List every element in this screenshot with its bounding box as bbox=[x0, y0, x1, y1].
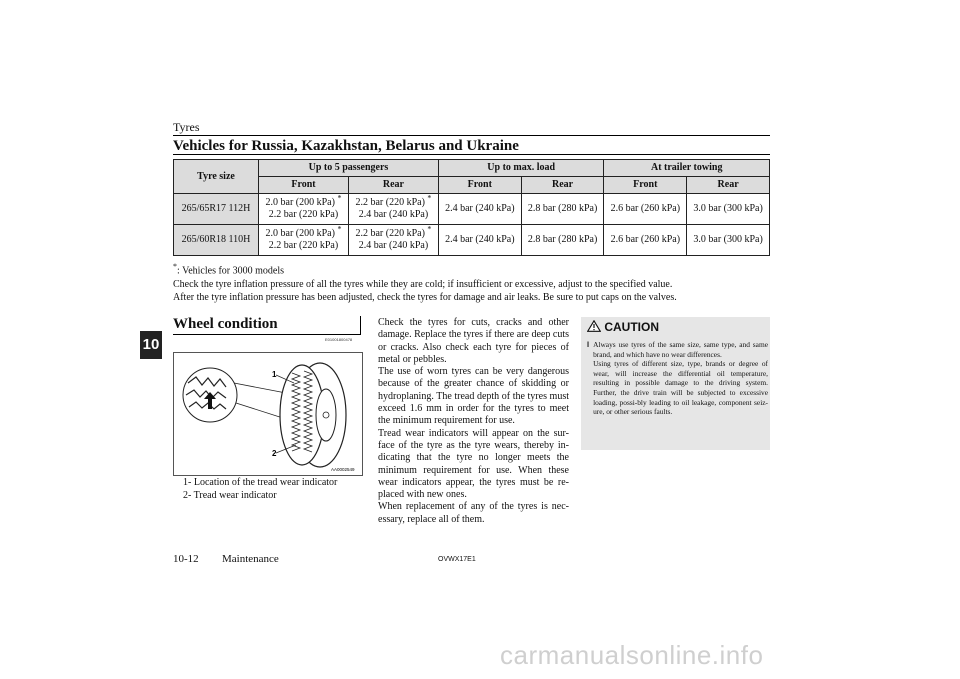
caution-line: Always use tyres of the same size, same type, and same brand, and which have no wear differences. bbox=[593, 340, 768, 359]
tyre-size-header: Tyre size bbox=[174, 160, 259, 194]
pressure-cell: 3.0 bar (300 kPa) bbox=[687, 194, 770, 225]
paragraph: Check the tyre inflation pressure of all the tyres while they are cold; if insufficient or excessive, adjust to the specified value. bbox=[173, 279, 673, 290]
wheel-condition-heading: Wheel condition bbox=[173, 316, 278, 332]
heading-rule bbox=[173, 154, 770, 155]
table-row bbox=[174, 225, 770, 256]
paragraph: The use of worn tyres can be very dangerous because of the greater chance of skidding or hydroplaning. The tread depth of the tyres must exceed 1.6 mm in order for the tyres to meet the minimum requirement for use. bbox=[378, 366, 569, 427]
table-row bbox=[174, 194, 770, 225]
paragraph: After the tyre inflation pressure has been adjusted, check the tyres for damage and air leaks. Be sure to put caps on the valves. bbox=[173, 292, 677, 303]
watermark: carmanualsonline.info bbox=[500, 640, 764, 670]
section-code: E01001800478 bbox=[325, 337, 353, 342]
bullet-icon: l bbox=[587, 340, 590, 349]
top-rule bbox=[173, 135, 770, 136]
group-header-5-passengers: Up to 5 passengers bbox=[259, 160, 439, 177]
paragraph: Tread wear indicators will appear on the sur-face of the tyre as the tyre wears, thereby in-dicating that the tyre no longer meets the minimum requirement for use. When these wear indicators appear, the tyres must be re-placed with new ones. bbox=[378, 427, 569, 501]
tyre-size-cell: 265/60R18 110H bbox=[174, 225, 259, 256]
page-number: 10-12 bbox=[173, 553, 199, 565]
sub-header-rear: Rear bbox=[348, 177, 438, 194]
tyre-pressure-table bbox=[173, 159, 770, 256]
pressure-cell: 2.4 bar (240 kPa) bbox=[438, 225, 521, 256]
footnote: *: Vehicles for 3000 models bbox=[173, 262, 285, 277]
pressure-cell: 2.6 bar (260 kPa) bbox=[604, 194, 687, 225]
wheel-condition-text bbox=[378, 317, 569, 526]
pressure-cell: 2.2 bar (220 kPa) * 2.4 bar (240 kPa) bbox=[348, 194, 438, 225]
caption-item: 2- Tread wear indicator bbox=[183, 490, 277, 501]
paragraph: When replacement of any of the tyres is nec-essary, replace all of them. bbox=[378, 501, 569, 525]
caution-line: Using tyres of different size, type, brands or degree of wear, will increase the differential oil temperature, resulting in possible damage to the driving system. Further, the drive train will be subjected to excessive loading, possi-bly leading to oil leakage, component seiz-ure, or other serious faults. bbox=[593, 359, 768, 417]
sub-header-front: Front bbox=[259, 177, 349, 194]
pressure-cell: 2.0 bar (200 kPa) * 2.2 bar (220 kPa) bbox=[259, 194, 349, 225]
pressure-cell: 2.4 bar (240 kPa) bbox=[438, 194, 521, 225]
pressure-cell: 2.8 bar (280 kPa) bbox=[521, 225, 604, 256]
paragraph: Check the tyres for cuts, cracks and other damage. Replace the tyres if there are deep cuts or cracks. Also check each tyre for pieces of metal or pebbles. bbox=[378, 317, 569, 365]
pressure-cell: 2.0 bar (200 kPa) * 2.2 bar (220 kPa) bbox=[259, 225, 349, 256]
caution-text bbox=[587, 340, 768, 417]
group-header-max-load: Up to max. load bbox=[438, 160, 604, 177]
sub-header-rear: Rear bbox=[521, 177, 604, 194]
pressure-cell: 2.8 bar (280 kPa) bbox=[521, 194, 604, 225]
callout-2: 2 bbox=[272, 449, 277, 458]
caption-list bbox=[183, 476, 337, 502]
tyre-illustration bbox=[173, 352, 363, 476]
callout-1: 1 bbox=[272, 370, 277, 379]
pressure-cell: 2.6 bar (260 kPa) bbox=[604, 225, 687, 256]
document-code: OVWX17E1 bbox=[438, 556, 476, 563]
pressure-cell: 3.0 bar (300 kPa) bbox=[687, 225, 770, 256]
sub-header-front: Front bbox=[438, 177, 521, 194]
chapter-tab: 10 bbox=[140, 331, 162, 359]
sub-header-rear: Rear bbox=[687, 177, 770, 194]
caption-item: 1- Location of the tread wear indicator bbox=[183, 477, 338, 488]
section-label: Tyres bbox=[173, 120, 200, 134]
group-header-trailer-towing: At trailer towing bbox=[604, 160, 770, 177]
heading-rule bbox=[173, 334, 361, 335]
chapter-name: Maintenance bbox=[222, 553, 279, 565]
tyre-size-cell: 265/65R17 112H bbox=[174, 194, 259, 225]
caution-heading: CAUTION bbox=[587, 320, 659, 334]
heading-rule-end bbox=[360, 316, 361, 335]
pressure-cell: 2.2 bar (220 kPa) * 2.4 bar (240 kPa) bbox=[348, 225, 438, 256]
warning-triangle-icon bbox=[587, 320, 601, 332]
page-heading: Vehicles for Russia, Kazakhstan, Belarus and Ukraine bbox=[173, 138, 519, 154]
tyre-wear-indicator-icon bbox=[174, 353, 362, 475]
sub-header-front: Front bbox=[604, 177, 687, 194]
illustration-code: AA0002549 bbox=[331, 467, 355, 472]
